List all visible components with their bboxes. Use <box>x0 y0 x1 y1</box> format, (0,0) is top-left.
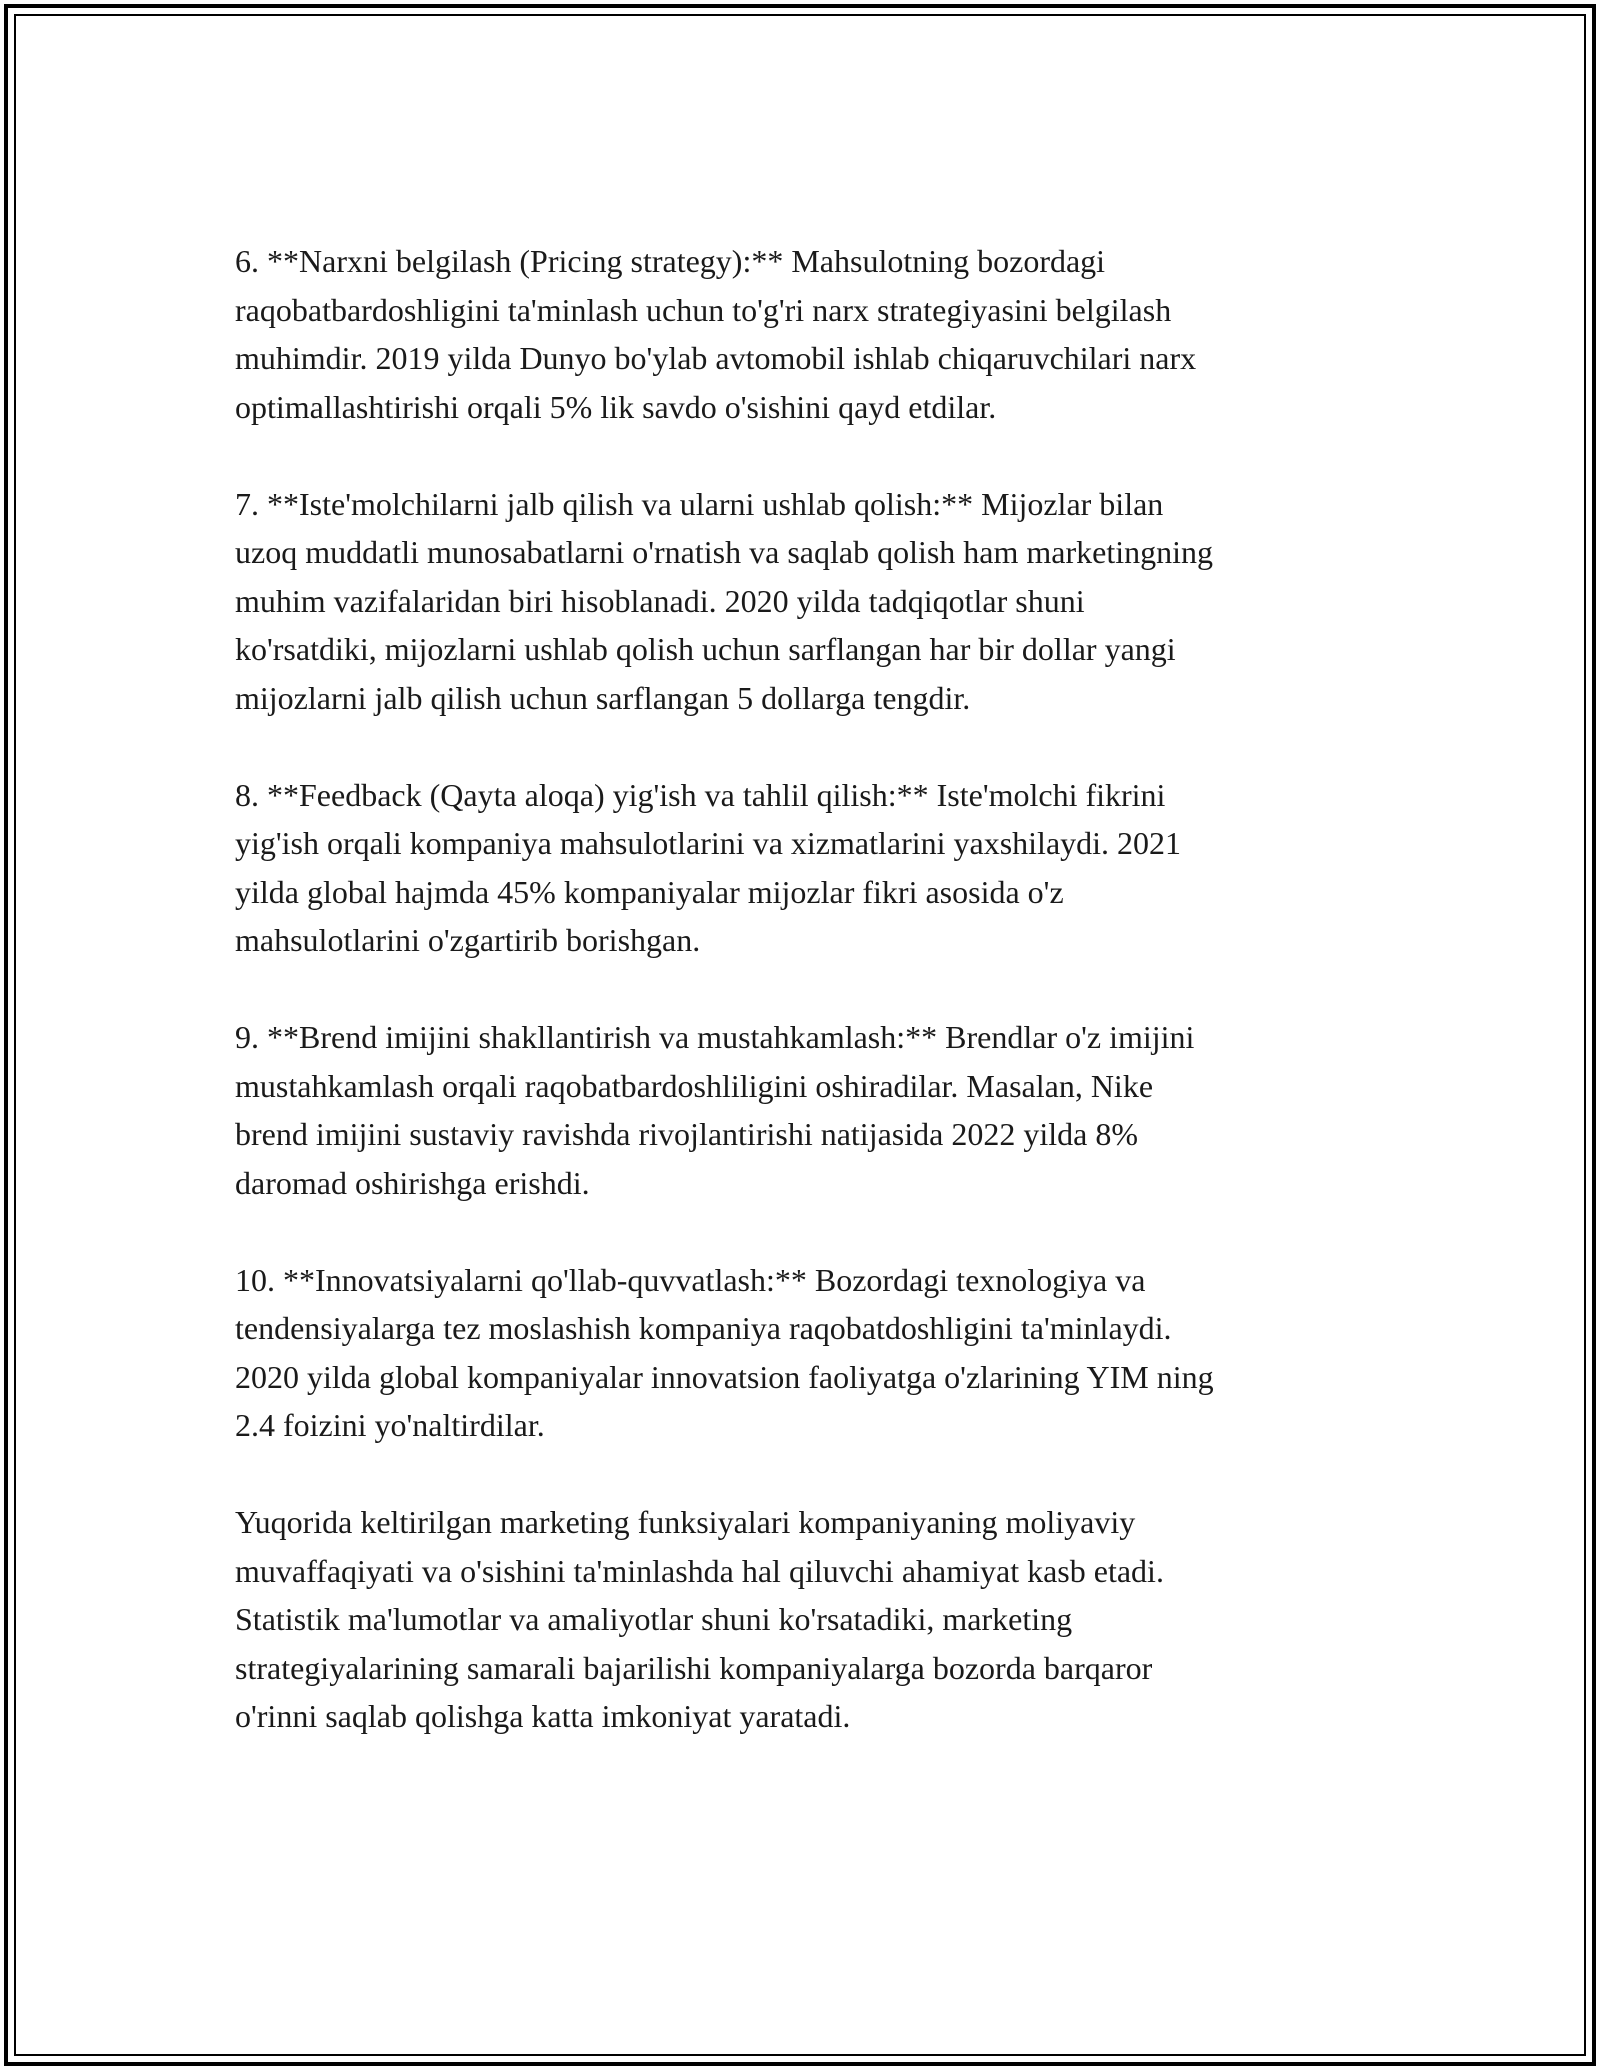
paragraph-customer-retention: 7. **Iste'molchilarni jalb qilish va ularni ushlab qolish:** Mijozlar bilan uzoq muddatli munosabatlarni o'rnatish va saqlab qolish ham marketingning muhim vazifalaridan biri hisoblanadi. 2020 yilda tadqiqotlar shuni ko'rsatdiki, mijozlarni ushlab qolish uchun sarflangan har bir dollar yangi mijozlarni jalb qilish uchun sarflangan 5 dollarga tengdir. <box>235 485 1214 716</box>
paragraph-pricing-strategy: 6. **Narxni belgilash (Pricing strategy):** Mahsulotning bozordagi raqobatbardoshligini ta'minlash uchun to'g'ri narx strategiyasini belgilash muhimdir. 2019 yilda Dunyo bo'ylab avtomobil ishlab chiqaruvchilari narx optimallashtirishi orqali 5% lik savdo o'sishini qayd etdilar. <box>235 243 1197 425</box>
paragraph-innovation: 10. **Innovatsiyalarni qo'llab-quvvatlash:** Bozordagi texnologiya va tendensiyalarga tez moslashish kompaniya raqobatdoshligini ta'minlaydi. 2020 yilda global kompaniyalar innovatsion faoliyatga o'zlarining YIM ning 2.4 foizini yo'naltirdilar. <box>235 1261 1214 1443</box>
document-body <box>235 237 1375 1741</box>
paragraph-brand-image: 9. **Brend imijini shakllantirish va mustahkamlash:** Brendlar o'z imijini mustahkamlash orqali raqobatbardoshliligini oshiradilar. Masalan, Nike brend imijini sustaviy ravishda rivojlantirishi natijasida 2022 yilda 8% daromad oshirishga erishdi. <box>235 1019 1195 1201</box>
paragraph-conclusion: Yuqorida keltirilgan marketing funksiyalari kompaniyaning moliyaviy muvaffaqiyati va o'sishini ta'minlashda hal qiluvchi ahamiyat kasb etadi. Statistik ma'lumotlar va amaliyotlar shuni ko'rsatadiki, marketing strategiyalarining samarali bajarilishi kompaniyalarga bozorda barqaror o'rinni saqlab qolishga katta imkoniyat yaratadi. <box>235 1504 1164 1734</box>
paragraph-feedback: 8. **Feedback (Qayta aloqa) yig'ish va tahlil qilish:** Iste'molchi fikrini yig'ish orqali kompaniya mahsulotlarini va xizmatlarini yaxshilaydi. 2021 yilda global hajmda 45% kompaniyalar mijozlar fikri asosida o'z mahsulotlarini o'zgartirib borishgan. <box>235 776 1182 958</box>
